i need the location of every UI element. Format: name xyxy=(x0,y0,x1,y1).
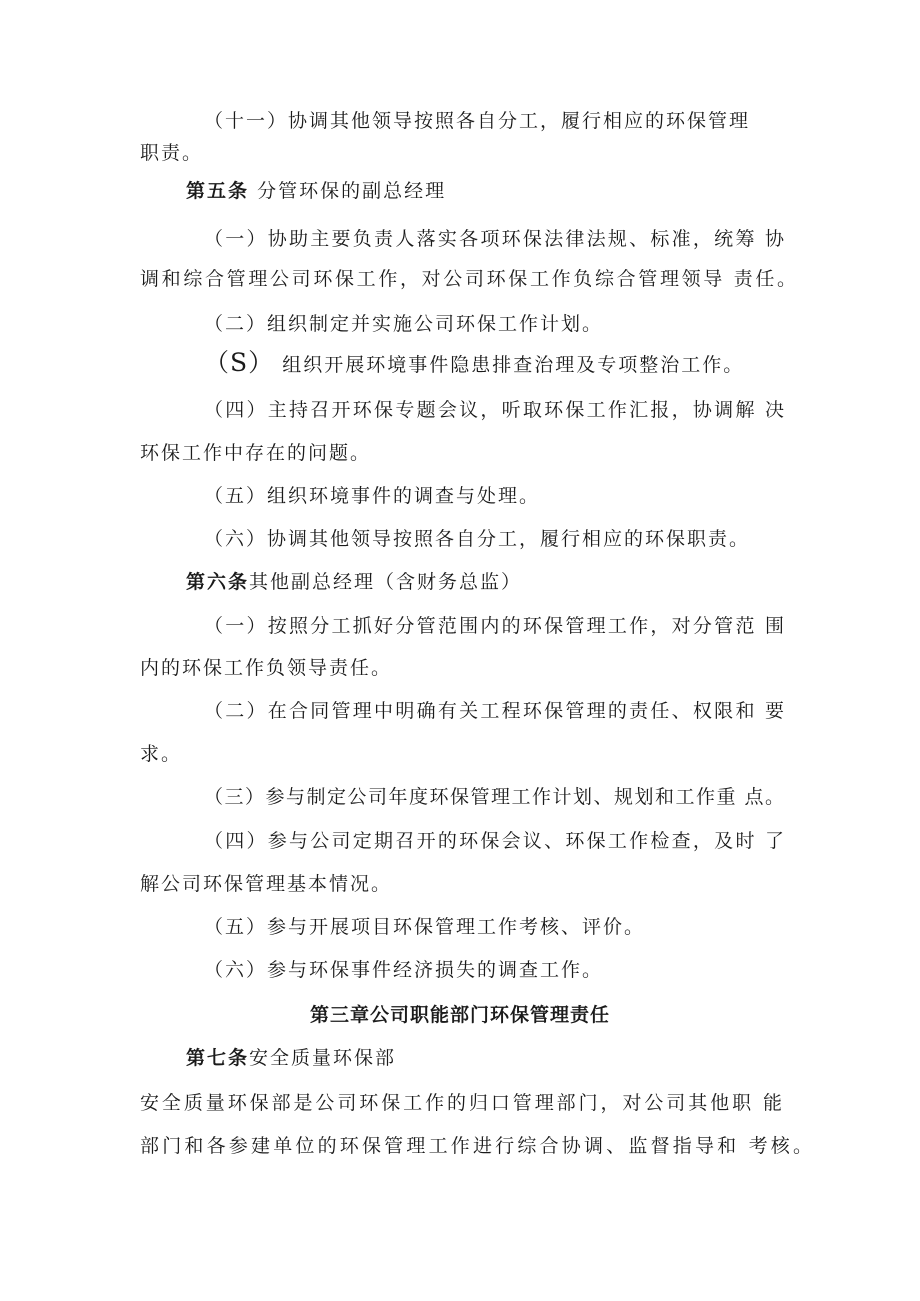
paragraph-line-item-3 xyxy=(204,350,744,378)
article-7-heading xyxy=(186,1045,396,1071)
paragraph-line: （五）组织环境事件的调查与处理。 xyxy=(204,485,541,507)
item-marker: （S） xyxy=(204,348,275,377)
article-label: 第六条 xyxy=(186,571,250,593)
paragraph-line: 调和综合管理公司环保工作，对公司环保工作负综合管理领导 责任。 xyxy=(140,268,796,290)
paragraph-line: （六）协调其他领导按照各自分工，履行相应的环保职责。 xyxy=(204,528,751,550)
article-label: 第五条 xyxy=(186,180,250,202)
paragraph-line: （十一）协调其他领导按照各自分工，履行相应的环保管理 xyxy=(204,110,751,132)
paragraph-line: （五）参与开展项目环保管理工作考核、评价。 xyxy=(204,916,646,938)
paragraph-line: 解公司环保管理基本情况。 xyxy=(140,873,393,895)
paragraph-line: 求。 xyxy=(140,743,183,765)
article-label: 第七条 xyxy=(186,1047,250,1069)
paragraph-line: （一）按照分工抓好分管范围内的环保管理工作，对分管范 围 xyxy=(204,615,784,637)
paragraph-line: （一）协助主要负责人落实各项环保法律法规、标准，统筹 协 xyxy=(204,228,784,250)
item-text: 组织开展环境事件隐患排查治理及专项整治工作。 xyxy=(282,354,745,376)
chapter-heading: 第三章公司职能部门环保管理责任 xyxy=(309,1004,610,1026)
paragraph-line: （六）参与环保事件经济损失的调查工作。 xyxy=(204,959,604,981)
paragraph-line: 部门和各参建单位的环保管理工作进行综合协调、监督指导和 考核。 xyxy=(140,1135,812,1157)
article-title: 安全质量环保部 xyxy=(249,1047,397,1069)
paragraph-line: （三）参与制定公司年度环保管理工作计划、规划和工作重 点。 xyxy=(204,786,784,808)
paragraph-line: 内的环保工作负领导责任。 xyxy=(140,657,393,679)
article-title: 分管环保的副总经理 xyxy=(257,180,447,202)
article-title: 其他副总经理（含财务总监） xyxy=(249,571,523,593)
paragraph-line: （二）组织制定并实施公司环保工作计划。 xyxy=(204,313,604,335)
paragraph-line: （二）在合同管理中明确有关工程环保管理的责任、权限和 要 xyxy=(204,700,784,722)
paragraph-line: 安全质量环保部是公司环保工作的归口管理部门，对公司其他职 能 xyxy=(140,1092,782,1114)
article-5-heading xyxy=(186,178,446,204)
paragraph-line: 环保工作中存在的问题。 xyxy=(140,442,372,464)
paragraph-line: （四）参与公司定期召开的环保会议、环保工作检查，及时 了 xyxy=(204,830,784,852)
paragraph-line: （四）主持召开环保专题会议，听取环保工作汇报，协调解 决 xyxy=(204,399,784,421)
paragraph-line: 职责。 xyxy=(140,142,204,164)
article-6-heading xyxy=(186,569,522,595)
